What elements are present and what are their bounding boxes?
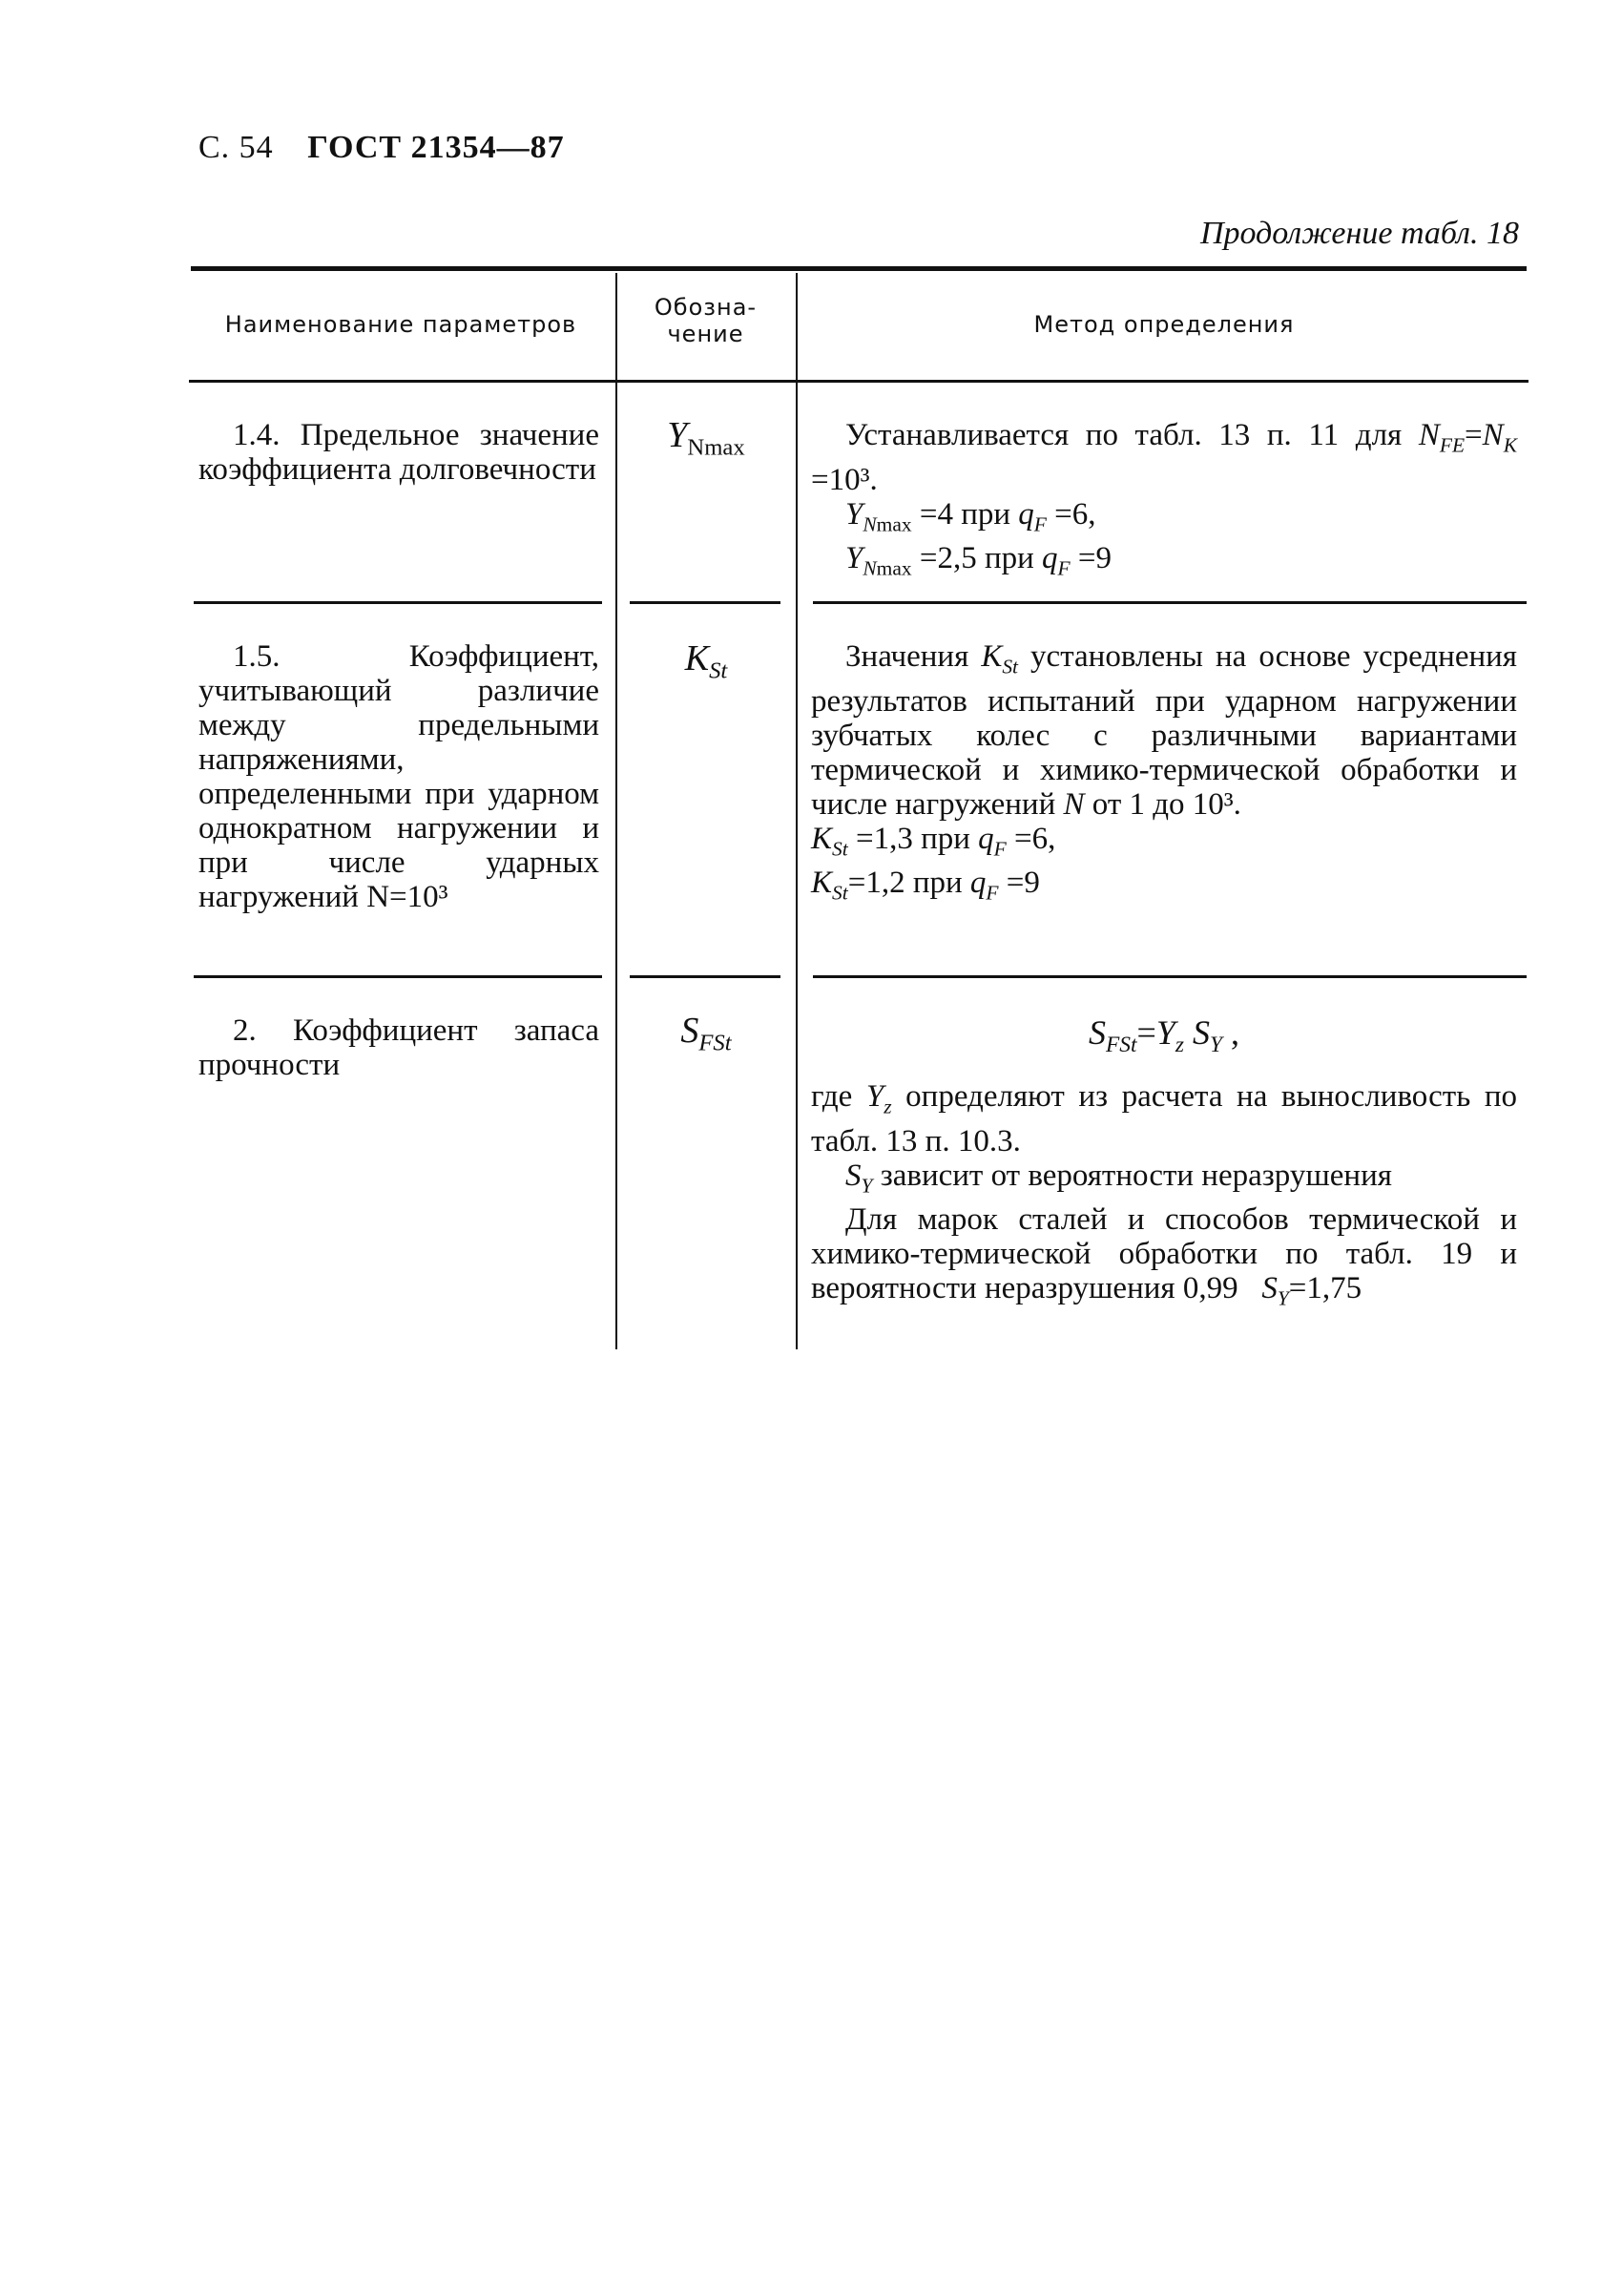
header-bottom-rule	[189, 380, 1528, 383]
row-1-method-line-3: $Y_{Nmax} =2,5$ при $q_F =9$	[845, 541, 1113, 580]
row-1-method-line-2: $Y_{Nmax} =4$ при $q_F =6$,	[845, 496, 1096, 535]
row-1-symbol: $Y_{Nmax}$	[667, 415, 745, 461]
column-header-param: Наименование параметров	[224, 311, 577, 338]
standard-title: ГОСТ 21354—87	[307, 130, 565, 165]
page-header	[198, 130, 565, 166]
row-separator-2a	[194, 975, 602, 978]
column-header-symbol-text: Обозна-чение	[654, 294, 758, 347]
row-separator-2c	[813, 975, 1527, 978]
row-1-method	[811, 418, 1517, 586]
row-2-method	[811, 639, 1517, 910]
row-separator-1b	[630, 601, 780, 604]
row-1-param: 1.4. Предельное значение коэффициента долговечности	[198, 418, 599, 487]
row-2-method-line-3: $K_{St}=1,2$ при $q_F =9$	[811, 866, 1040, 905]
page-number: С. 54	[198, 130, 274, 165]
row-3-method-line-3: $S_Y$ зависит от вероятности неразрушения	[845, 1158, 1392, 1198]
row-3-method-line-2: где $Y_z$ определяют из расчета на выносливость по табл. 13 п. 10.3.	[811, 1079, 1517, 1158]
row-3-param: 2. Коэффициент запаса прочности	[198, 1013, 599, 1082]
column-divider-2	[796, 273, 798, 1349]
row-1-method-line-1: Устанавливается по табл. 13 п. 11 для $N_{FE}=N_K =10^3$.	[811, 418, 1517, 497]
column-divider-1	[615, 273, 617, 1349]
row-3-method	[811, 1015, 1517, 1316]
table-continuation-label: Продолжение табл. 18	[1199, 216, 1519, 251]
row-separator-1a	[194, 601, 602, 604]
row-3-method-formula: $S_{FSt}=Y_z$ $S_Y$ ,	[1089, 1013, 1239, 1058]
table-top-rule	[191, 266, 1527, 271]
row-separator-1c	[813, 601, 1527, 604]
column-header-method: Метод определения	[1033, 311, 1295, 338]
row-2-method-line-1: Значения $K_{St}$ установлены на основе усреднения результатов испытаний при ударном нагружении зубчатых колес с различными вариантами термической и химико-термической обработки и числе нагружений N от 1 до 10³.	[811, 639, 1517, 822]
row-2-method-line-2: $K_{St} =1,3$ при $q_F =6$,	[811, 821, 1056, 860]
row-3-symbol: $S_{FSt}$	[680, 1011, 732, 1056]
row-2-symbol: $K_{St}$	[684, 638, 728, 684]
row-3-method-line-4: Для марок сталей и способов термической и химико-термической обработки по табл. 19 и вероятности неразрушения 0,99 $S_Y=1,75$	[811, 1202, 1517, 1310]
row-separator-2b	[630, 975, 780, 978]
column-header-symbol	[622, 294, 789, 347]
row-2-param: 1.5. Коэффициент, учитывающий различие между предельными напряжениями, определенными при ударном однократном нагружении и при числе ударных нагружений N=10³	[198, 639, 599, 914]
